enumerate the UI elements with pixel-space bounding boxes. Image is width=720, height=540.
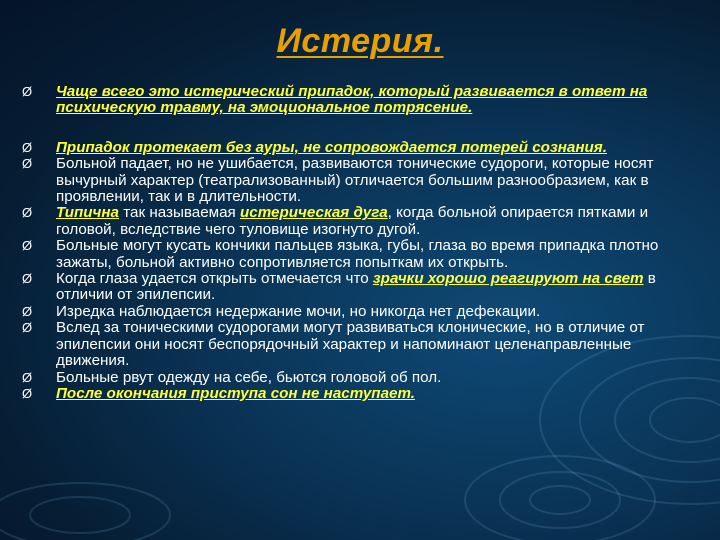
bullet-list bbox=[22, 84, 694, 402]
body-text: Больные могут кусать кончики пальцев языка, губы, глаза во время припадка плотно зажаты, больной активно сопротивляется попыткам их открыть. bbox=[56, 237, 659, 271]
body-text: так называемая bbox=[119, 204, 240, 222]
bullet-item bbox=[22, 140, 694, 156]
body-text: Когда глаза удается открыть отмечается что bbox=[56, 270, 373, 288]
bullet-item bbox=[22, 386, 694, 402]
body-text: Больные рвут одежду на себе, бьются головой об пол. bbox=[56, 368, 442, 386]
bullet-item bbox=[22, 320, 694, 369]
highlighted-text: истерическая дуга bbox=[240, 204, 388, 222]
highlighted-text: Типична bbox=[56, 204, 120, 222]
highlighted-text: После окончания приступа сон не наступает. bbox=[56, 384, 415, 402]
highlighted-text: Припадок протекает без ауры, не сопровождается потерей сознания. bbox=[56, 138, 607, 156]
arrow-bullet-icon: Ø bbox=[22, 156, 33, 172]
highlighted-text: Чаще всего это истерический припадок, который развивается в ответ на психическую травму, на эмоциональное потрясение. bbox=[56, 83, 648, 117]
arrow-bullet-icon: Ø bbox=[22, 320, 33, 336]
arrow-bullet-icon: Ø bbox=[22, 271, 33, 287]
arrow-bullet-icon: Ø bbox=[22, 238, 33, 254]
bullet-item bbox=[22, 271, 694, 304]
arrow-bullet-icon: Ø bbox=[22, 84, 33, 99]
bullet-item bbox=[22, 205, 694, 238]
body-text: Больной падает, но не ушибается, развиваются тонические судороги, которые носят вычурный характер (театрализованный) отличается большим разнообразием, как в проявлении, так и в длительности. bbox=[56, 155, 654, 206]
body-text: в отличии от эпилепсии. bbox=[56, 270, 656, 304]
arrow-bullet-icon: Ø bbox=[22, 385, 33, 401]
arrow-bullet-icon: Ø bbox=[22, 139, 33, 155]
bullet-item bbox=[22, 84, 694, 117]
arrow-bullet-icon: Ø bbox=[22, 369, 33, 385]
body-text: Изредка наблюдается недержание мочи, но никогда нет дефекации. bbox=[56, 302, 541, 320]
body-text: Вслед за тоническими судорогами могут развиваться клонические, но в отличие от эпилепсии они носят беспорядочный характер и напоминают целенаправленные движения. bbox=[56, 319, 645, 370]
arrow-bullet-icon: Ø bbox=[22, 205, 33, 221]
bullet-item bbox=[22, 304, 694, 320]
bullet-item bbox=[22, 156, 694, 205]
bullet-item bbox=[22, 370, 694, 386]
arrow-bullet-icon: Ø bbox=[22, 303, 33, 319]
body-text: , когда больной опирается пятками и головой, вследствие чего туловище изогнуто дугой. bbox=[56, 204, 649, 238]
highlighted-text: зрачки хорошо реагируют на свет bbox=[372, 270, 644, 288]
slide-title: Истерия. bbox=[276, 22, 444, 60]
bullet-item bbox=[22, 238, 694, 271]
